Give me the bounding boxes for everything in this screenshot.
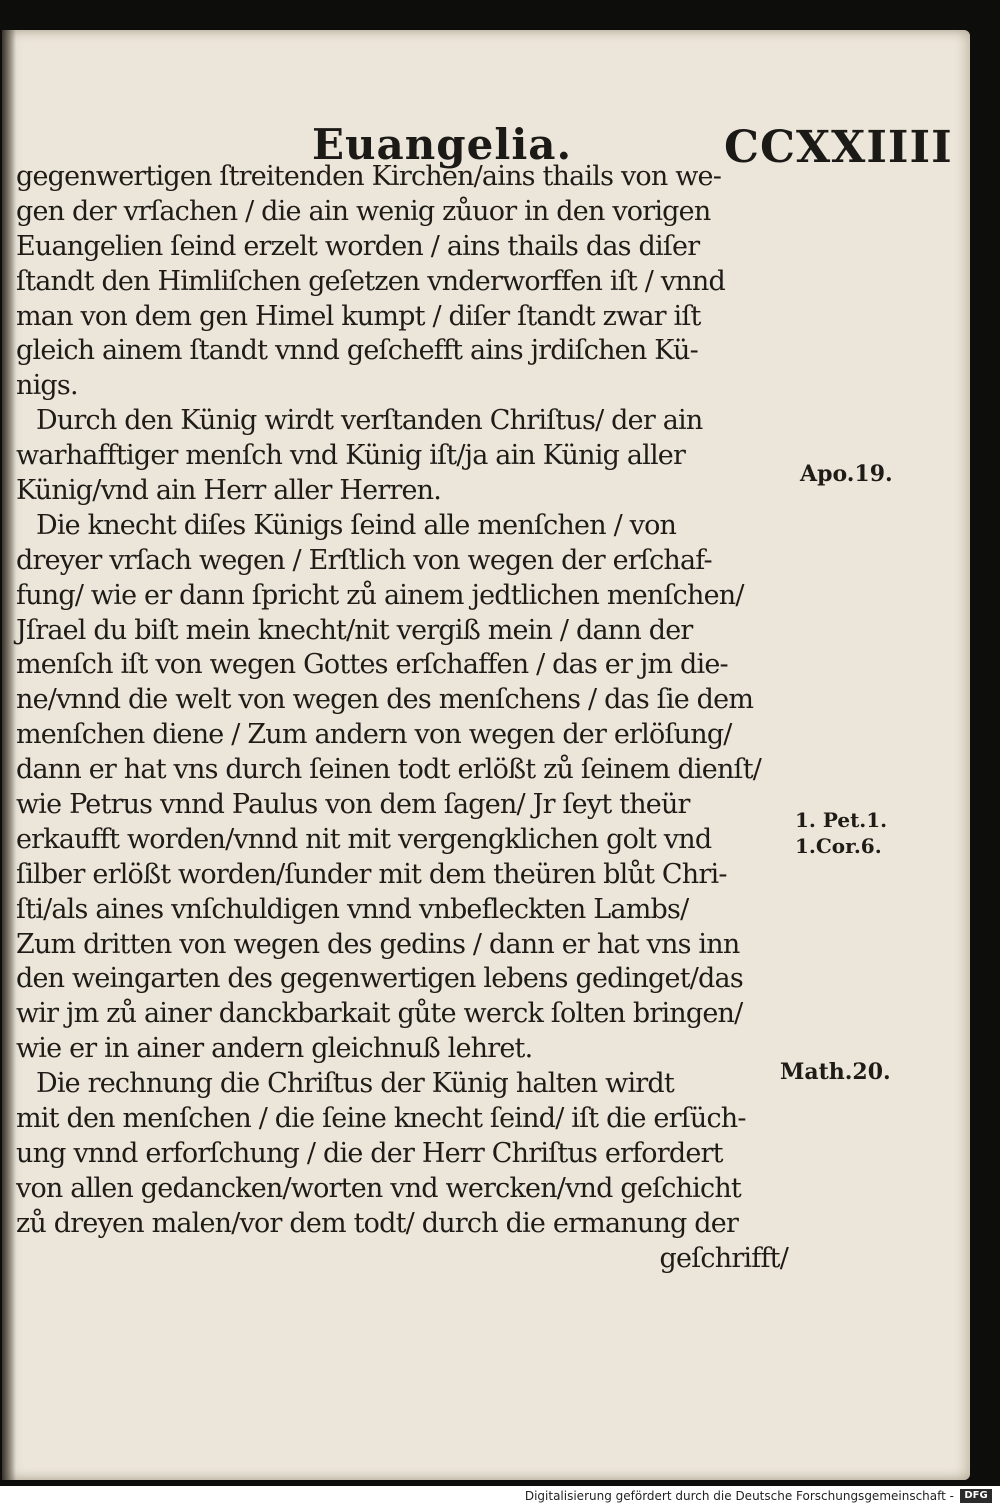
text-line: ſti/als aines vnſchuldigen vnnd vnbefleckten Lambs/ — [16, 893, 689, 925]
marginal-note-apoc: Apo.19. — [800, 461, 893, 487]
text-line: den weingarten des gegenwertigen lebens gedinget/das — [16, 963, 743, 995]
text-line: wir jm zů ainer danckbarkait gůte werck ſolten bringen/ — [16, 998, 743, 1030]
marginal-note-math: Math.20. — [780, 1059, 891, 1085]
text-line: von allen gedancken/worten vnd wercken/vnd geſchicht — [16, 1172, 741, 1204]
text-line: Zum dritten von wegen des gedins / dann er hat vns inn — [16, 928, 740, 960]
text-line: Euangelien ſeind erzelt worden / ains thails das diſer — [16, 230, 700, 262]
text-line: ſtandt den Himliſchen geſetzen vnderworffen iſt / vnnd — [16, 265, 725, 297]
text-line: ne/vnnd die welt von wegen des menſchens / das ſie dem — [16, 684, 754, 716]
text-line: Künig/vnd ain Herr aller Herren. — [16, 475, 442, 507]
text-line: ſilber erlößt worden/ſunder mit dem theüren blůt Chri- — [16, 858, 727, 890]
text-line: menſchen diene / Zum andern von wegen der erlöſung/ — [16, 719, 732, 751]
paragraph-start-line: Die knecht diſes Künigs ſeind alle menſchen / von — [36, 509, 677, 541]
text-line: man von dem gen Himel kumpt / diſer ſtandt zwar iſt — [16, 300, 701, 332]
text-line: gen der vrſachen / die ain wenig zůuor in den vorigen — [16, 195, 711, 227]
catchword-line: geſchrifft/ — [659, 1242, 788, 1274]
body-text — [16, 160, 796, 1277]
paragraph-start-line: Durch den Künig wirdt verſtanden Chriſtus/ der ain — [36, 405, 703, 437]
text-line: warhafftiger menſch vnd Künig iſt/ja ain Künig aller — [16, 440, 686, 472]
footer-bar — [0, 1486, 1000, 1507]
text-line: wie er in ainer andern gleichnuß lehret. — [16, 1033, 533, 1065]
text-line: Jſrael du biſt mein knecht/nit vergiß mein / dann der — [16, 614, 693, 646]
text-line: dann er hat vns durch ſeinen todt erlößt zů ſeinem dienſt/ — [16, 754, 762, 786]
text-line: wie Petrus vnnd Paulus von dem ſagen/ Jr ſeyt theür — [16, 789, 690, 821]
text-line: gegenwertigen ſtreitenden Kirchen/ains thails von we- — [16, 161, 722, 192]
text-line: gleich ainem ſtandt vnnd geſchefft ains jrdiſchen Kü- — [16, 335, 698, 367]
text-line: menſch iſt von wegen Gottes erſchaffen / das er jm die- — [16, 649, 728, 681]
text-line: erkaufft worden/vnnd nit mit vergengklichen golt vnd — [16, 823, 712, 855]
dfg-logo-icon: DFG — [960, 1489, 992, 1503]
marginal-note-pet: 1. Pet.1. — [795, 808, 888, 832]
running-head: Euangelia. — [312, 120, 573, 169]
text-line: dreyer vrſach wegen / Erſtlich von wegen der erſchaf- — [16, 544, 712, 576]
marginal-note-cor: 1.Cor.6. — [795, 834, 882, 858]
text-line: mit den menſchen / die ſeine knecht ſeind/ iſt die erſüch- — [16, 1103, 746, 1135]
text-line: ung vnnd erforſchung / die der Herr Chriſtus erfordert — [16, 1137, 723, 1169]
folio-number: CCXXIIII — [724, 122, 953, 173]
text-line: fung/ wie er dann ſpricht zů ainem jedtlichen menſchen/ — [16, 579, 744, 611]
funding-credit: Digitalisierung gefördert durch die Deutsche Forschungsgemeinschaft - — [524, 1489, 954, 1503]
text-line: nigs. — [16, 370, 78, 402]
paragraph-start-line: Die rechnung die Chriſtus der Künig halten wirdt — [36, 1068, 674, 1100]
text-line: zů dreyen malen/vor dem todt/ durch die ermanung der — [16, 1207, 739, 1239]
